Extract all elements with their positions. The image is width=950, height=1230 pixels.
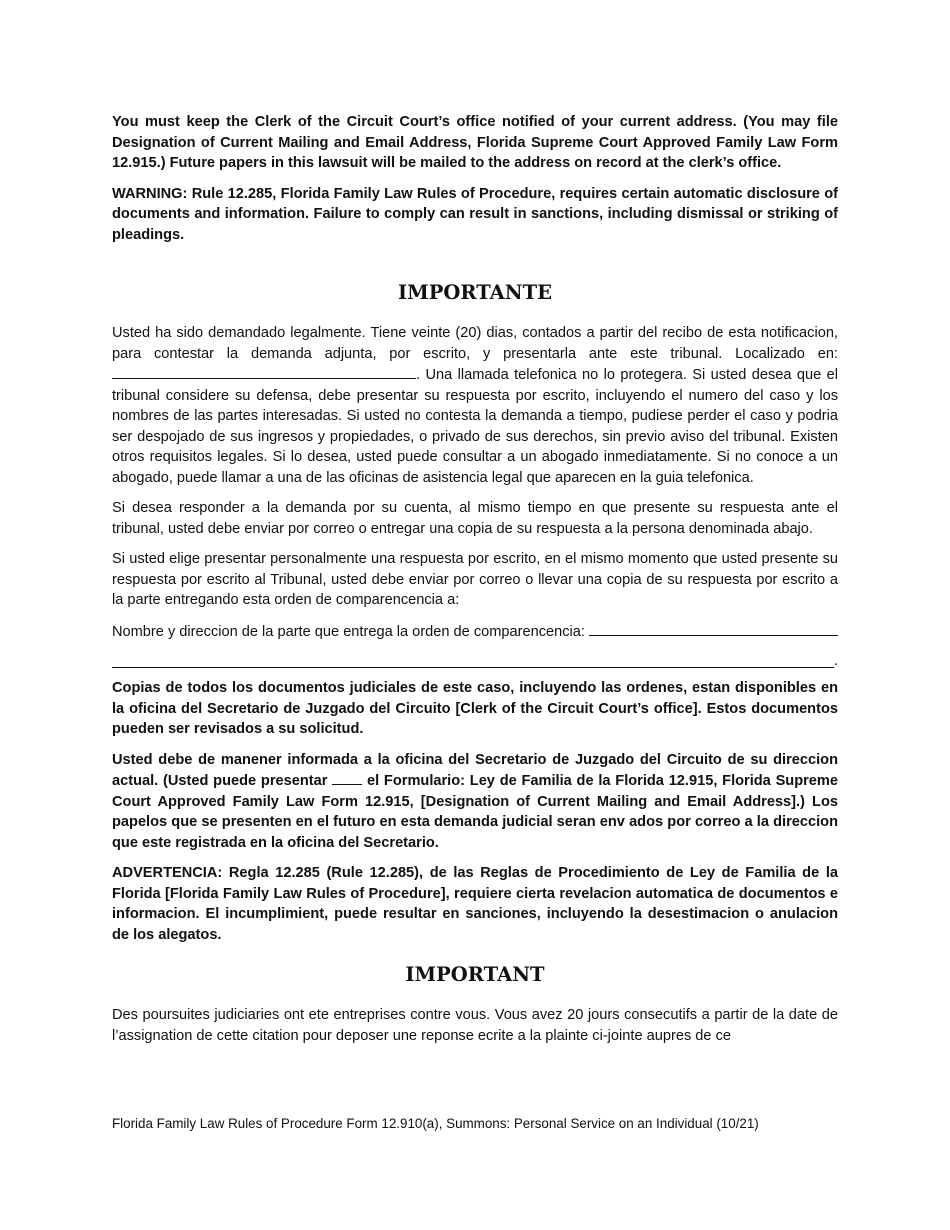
name-address-blank-2[interactable] xyxy=(112,666,834,668)
heading-important: IMPORTANT xyxy=(405,963,545,986)
name-address-second-line xyxy=(112,648,838,668)
form-count-blank[interactable] xyxy=(332,770,362,785)
spanish-respond-paragraph: Si desea responder a la demanda por su cuenta, al mismo tiempo en que presente su respuesta ante el tribunal, usted debe enviar por correo o entregar una copia de su respuesta a la persona denominada abajo. xyxy=(112,500,838,537)
name-address-row xyxy=(112,621,838,643)
document-page xyxy=(112,112,838,1046)
name-address-label: Nombre y direccion de la parte que entrega la orden de comparencencia: xyxy=(112,623,585,640)
warning-rule-12-285: WARNING: Rule 12.285, Florida Family Law Rules of Procedure, requires certain automatic disclosure of documents and information. Failure to comply can result in sanctions, including dismissal or striking of pleadings. xyxy=(112,185,838,243)
spanish-inform-start: Usted debe de manener informada a la oficina del Secretario de Juzgado del Circuito de su direccion actual. (Usted puede presentar xyxy=(112,751,838,789)
spanish-advertencia-paragraph: ADVERTENCIA: Regla 12.285 (Rule 12.285), de las Reglas de Procedimiento de Ley de Familia de la Florida [Florida Family Law Rules of Procedure], requiere cierta revelacion automatica de documentos e informacion. El incumplimient, puede resultar en sanciones, incluyendo la desestimacion o anulacion de los alegatos. xyxy=(112,865,838,943)
spanish-copies-paragraph: Copias de todos los documentos judiciales de este caso, incluyendo las ordenes, estan disponibles en la oficina del Secretario de Juzgado del Circuito [Clerk of the Circuit Court’s office]. Estos documentos pueden ser revisados a su solicitud. xyxy=(112,680,838,737)
notice-current-address: You must keep the Clerk of the Circuit Court’s office notified of your current address. (You may file Designation of Current Mailing and Email Address, Florida Supreme Court Approved Family Law Form 12.915.) Future papers in this lawsuit will be mailed to the address on record at the clerk’s office. xyxy=(112,114,838,171)
spanish-summons-paragraph xyxy=(112,323,838,488)
spanish-inform-paragraph xyxy=(112,750,838,854)
spanish-written-response-paragraph: Si usted elige presentar personalmente una respuesta por escrito, en el mismo momento que usted presente su respuesta por escrito al Tribunal, usted debe enviar por correo o llevar una copia de su respuesta por escrito a la parte entregando esta orden de comparencencia a: xyxy=(112,551,838,608)
french-summons-paragraph: Des poursuites judiciaries ont ete entreprises contre vous. Vous avez 20 jours consecutifs a partir de la date de l’assignation de cette citation pour deposer une reponse ecrite a la plainte ci-jointe aupres de ce xyxy=(112,1007,838,1044)
court-location-blank[interactable] xyxy=(112,364,416,379)
spanish-p1-start: Usted ha sido demandado legalmente. Tiene veinte (20) dias, contados a partir del recibo de esta notificacion, para contestar la demanda adjunta, por escrito, y presentarla ante este tribunal. Localizado en: xyxy=(112,325,838,362)
spanish-p1-end: . Una llamada telefonica no lo protegera. Si usted desea que el tribunal considere su defensa, debe presentar su respuesta por escrito, incluyendo el numero del caso y los nombres de las partes interesadas. Si usted no contesta la demanda a tiempo, pudiese perder el caso y podria ser despojado de sus ingresos y propiedades, o privado de sus derechos, sin previo aviso del tribunal. Existen otros requisitos legales. Si lo desea, usted puede consultar a un abogado inmediatamente. Si no conoce a un abogado, puede llamar a una de las oficinas de asistencia legal que aparecen en la guia telefonica. xyxy=(112,367,838,486)
form-footer: Florida Family Law Rules of Procedure Form 12.910(a), Summons: Personal Service on an Individual (10/21) xyxy=(112,1116,759,1131)
name-address-blank[interactable] xyxy=(589,621,838,636)
heading-importante: IMPORTANTE xyxy=(398,281,552,304)
line-end-period: . xyxy=(833,653,838,669)
spanish-inform-end: el Formulario: Ley de Familia de la Florida 12.915, Florida Supreme Court Approved Family Law Form 12.915, [Designation of Current Mailing and Email Address].) Los papelos que se presenten en el futuro en esta demanda judicial seran env ados por correo a la direccion que este registrada en la oficina del Secretario. xyxy=(112,773,839,851)
